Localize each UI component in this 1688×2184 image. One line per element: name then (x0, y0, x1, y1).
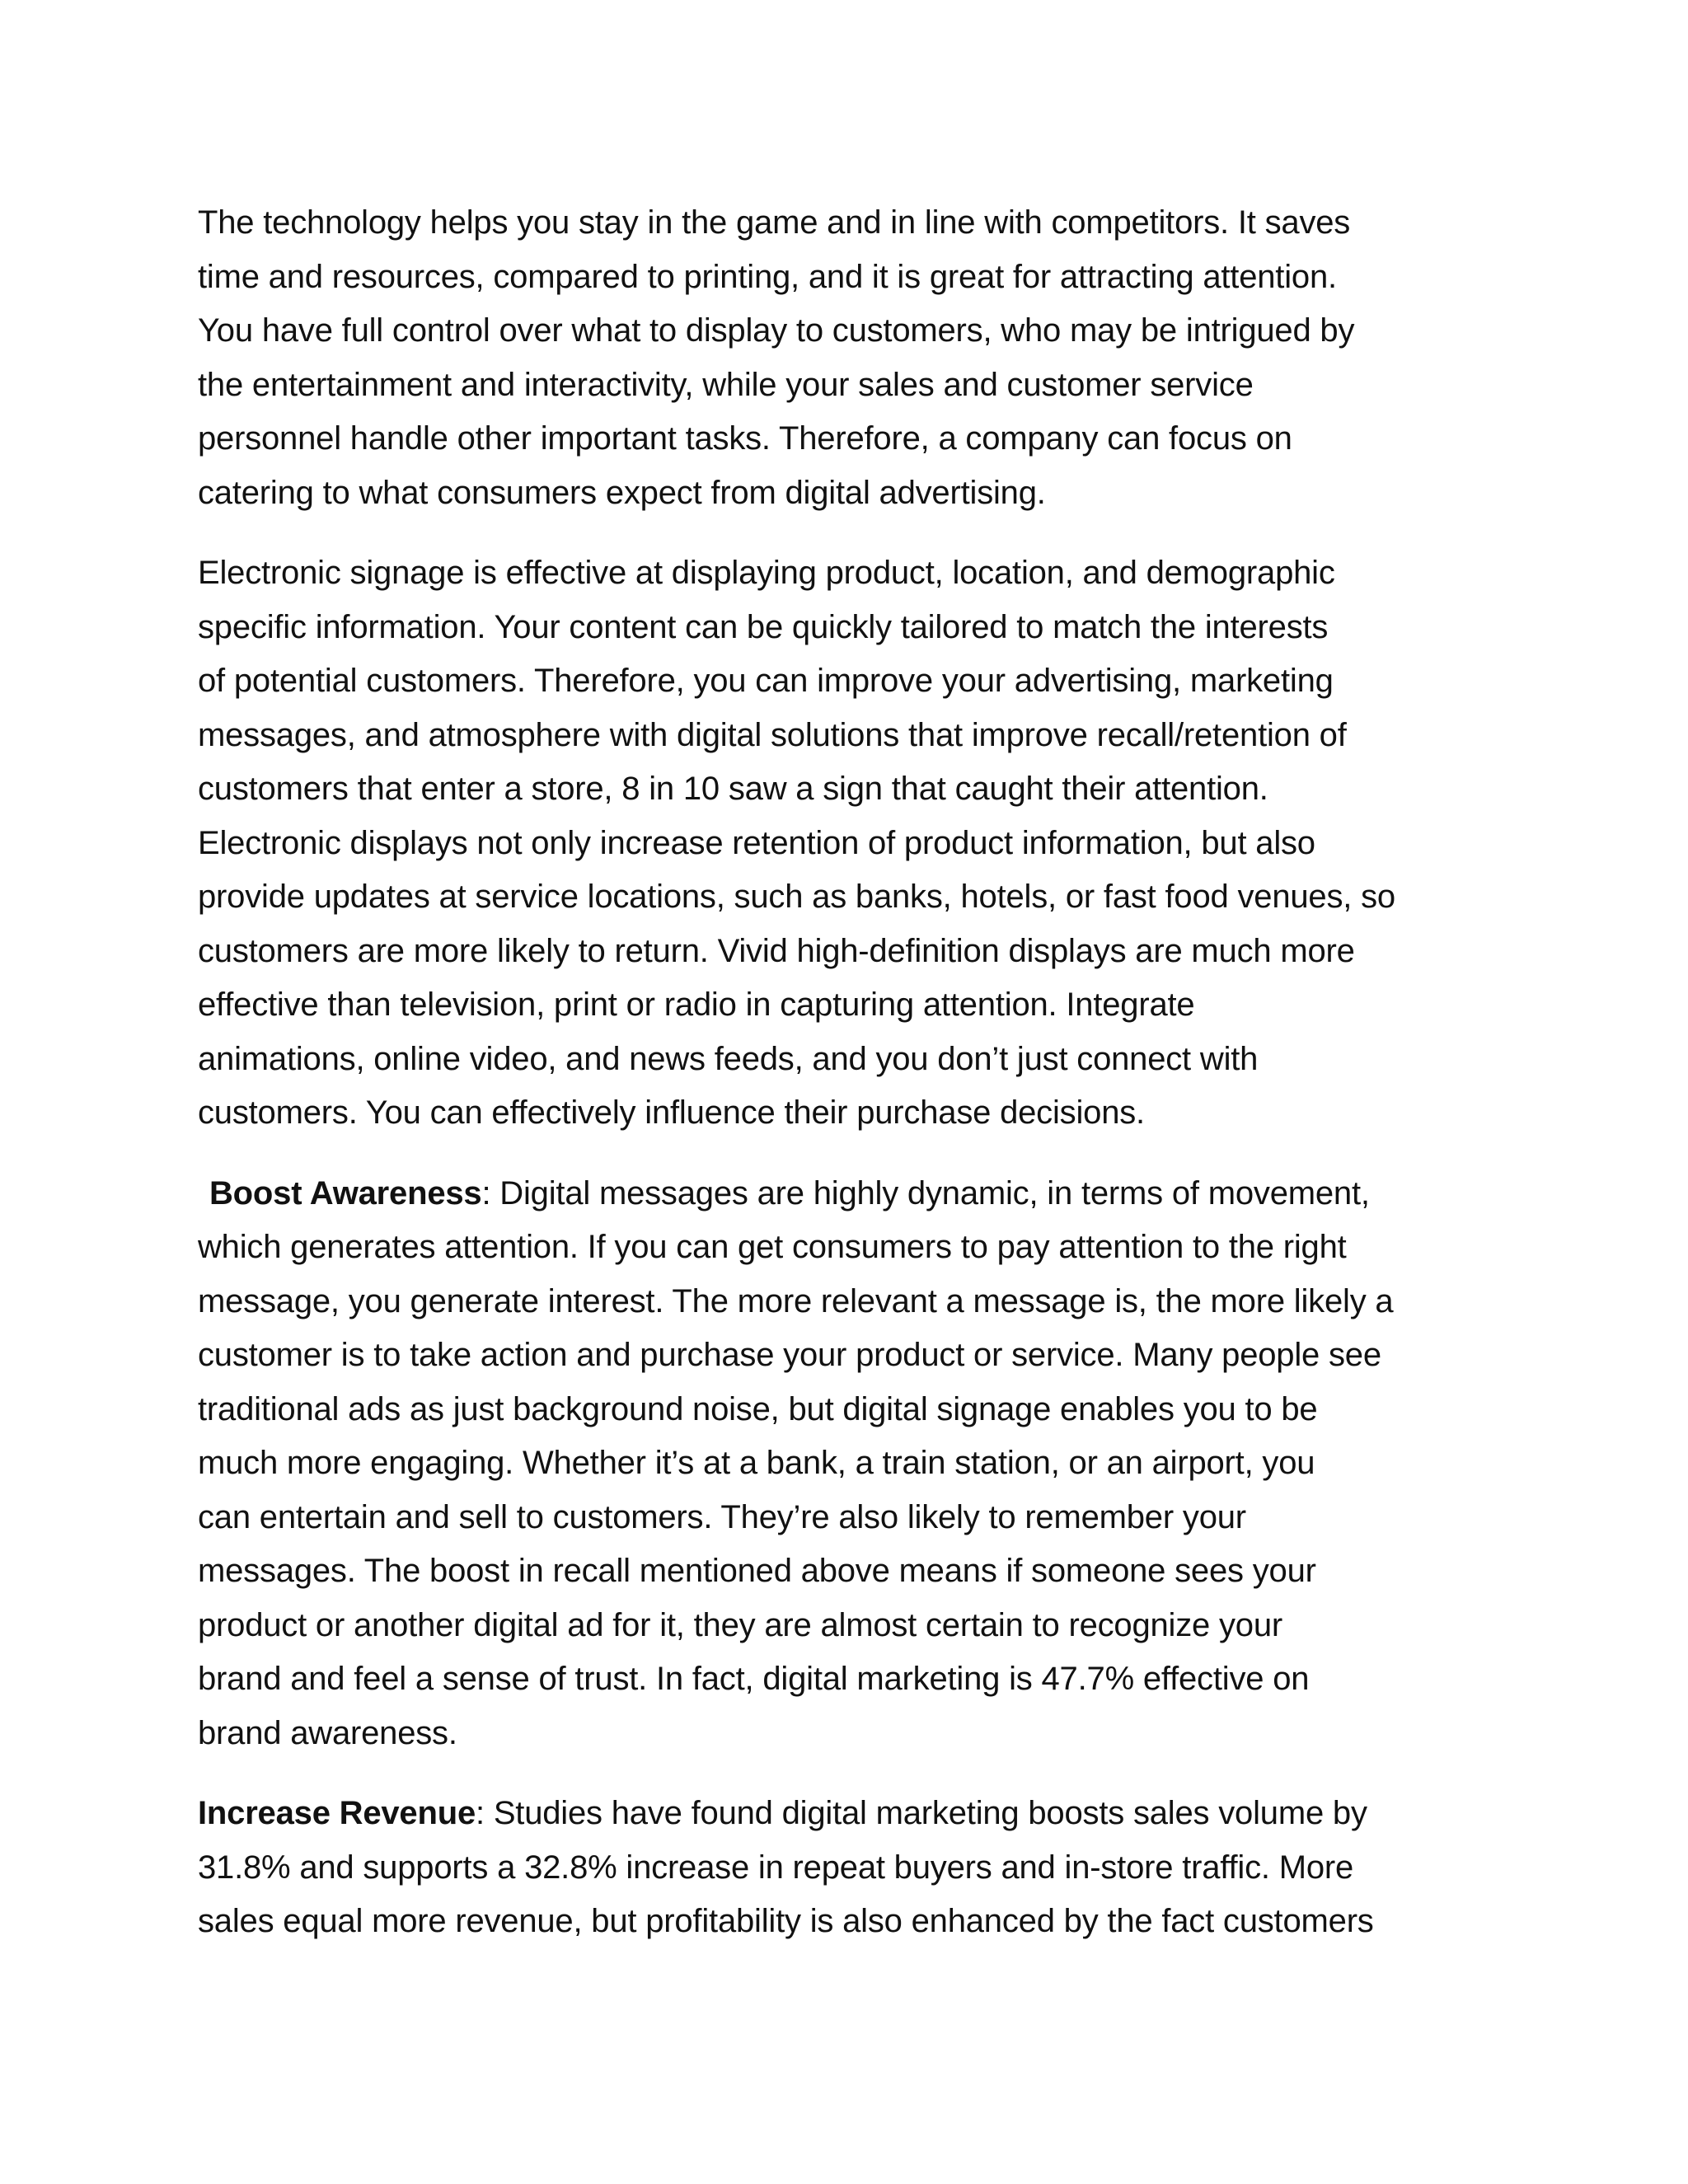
text-line: catering to what consumers expect from digital advertising. (198, 474, 1046, 511)
text-line: Electronic signage is effective at displaying product, location, and demographic (198, 555, 1335, 591)
text-line: You have full control over what to display to customers, who may be intrigued by (198, 312, 1355, 349)
text-line: customers. You can effectively influence their purchase decisions. (198, 1094, 1145, 1131)
text-line: time and resources, compared to printing, and it is great for attracting attention. (198, 258, 1337, 295)
paragraph-boost-awareness (198, 1167, 1517, 1761)
boost-awareness-heading: Boost Awareness (209, 1174, 482, 1212)
text-line: message, you generate interest. The more relevant a message is, the more likely a (198, 1282, 1394, 1319)
text-line: customer is to take action and purchase your product or service. Many people see (198, 1337, 1381, 1373)
text-line-with-heading (198, 1167, 1517, 1221)
text-line: customers are more likely to return. Vivid high-definition displays are much more (198, 932, 1355, 969)
increase-revenue-heading: Increase Revenue (198, 1795, 476, 1831)
text-line: much more engaging. Whether it’s at a bank, a train station, or an airport, you (198, 1445, 1315, 1481)
text-line: messages, and atmosphere with digital solutions that improve recall/retention of (198, 716, 1347, 753)
text-line-with-heading (198, 1787, 1517, 1841)
text-line: which generates attention. If you can get consumers to pay attention to the right (198, 1229, 1347, 1265)
paragraph-technology (198, 196, 1517, 520)
text-line: provide updates at service locations, such as banks, hotels, or fast food venues, so (198, 879, 1395, 915)
text-line: 31.8% and supports a 32.8% increase in repeat buyers and in-store traffic. More (198, 1849, 1354, 1886)
text-line: sales equal more revenue, but profitability is also enhanced by the fact customers (198, 1903, 1374, 1939)
text-fragment: : Studies have found digital marketing boosts sales volume by (476, 1795, 1367, 1831)
text-fragment: : Digital messages are highly dynamic, in terms of movement, (481, 1174, 1370, 1212)
text-line: messages. The boost in recall mentioned above means if someone sees your (198, 1553, 1316, 1589)
text-line: effective than television, print or radio in capturing attention. Integrate (198, 987, 1195, 1023)
text-line: personnel handle other important tasks. Therefore, a company can focus on (198, 420, 1292, 457)
text-line: traditional ads as just background noise, but digital signage enables you to be (198, 1390, 1318, 1427)
text-line: can entertain and sell to customers. They’re also likely to remember your (198, 1498, 1246, 1535)
paragraph-increase-revenue (198, 1787, 1517, 1949)
text-line: brand and feel a sense of trust. In fact, digital marketing is 47.7% effective on (198, 1661, 1310, 1697)
text-line: Electronic displays not only increase retention of product information, but also (198, 824, 1315, 861)
text-line: brand awareness. (198, 1714, 457, 1751)
document-page (198, 196, 1517, 1975)
text-line: of potential customers. Therefore, you can improve your advertising, marketing (198, 663, 1334, 699)
paragraph-electronic-signage (198, 546, 1517, 1141)
text-line: product or another digital ad for it, they are almost certain to recognize your (198, 1606, 1283, 1643)
text-line: animations, online video, and news feeds, and you don’t just connect with (198, 1040, 1259, 1077)
text-line: The technology helps you stay in the game and in line with competitors. It saves (198, 204, 1351, 241)
text-line: customers that enter a store, 8 in 10 saw a sign that caught their attention. (198, 771, 1268, 807)
text-line: specific information. Your content can be quickly tailored to match the interests (198, 608, 1329, 645)
text-line: the entertainment and interactivity, while your sales and customer service (198, 366, 1254, 403)
